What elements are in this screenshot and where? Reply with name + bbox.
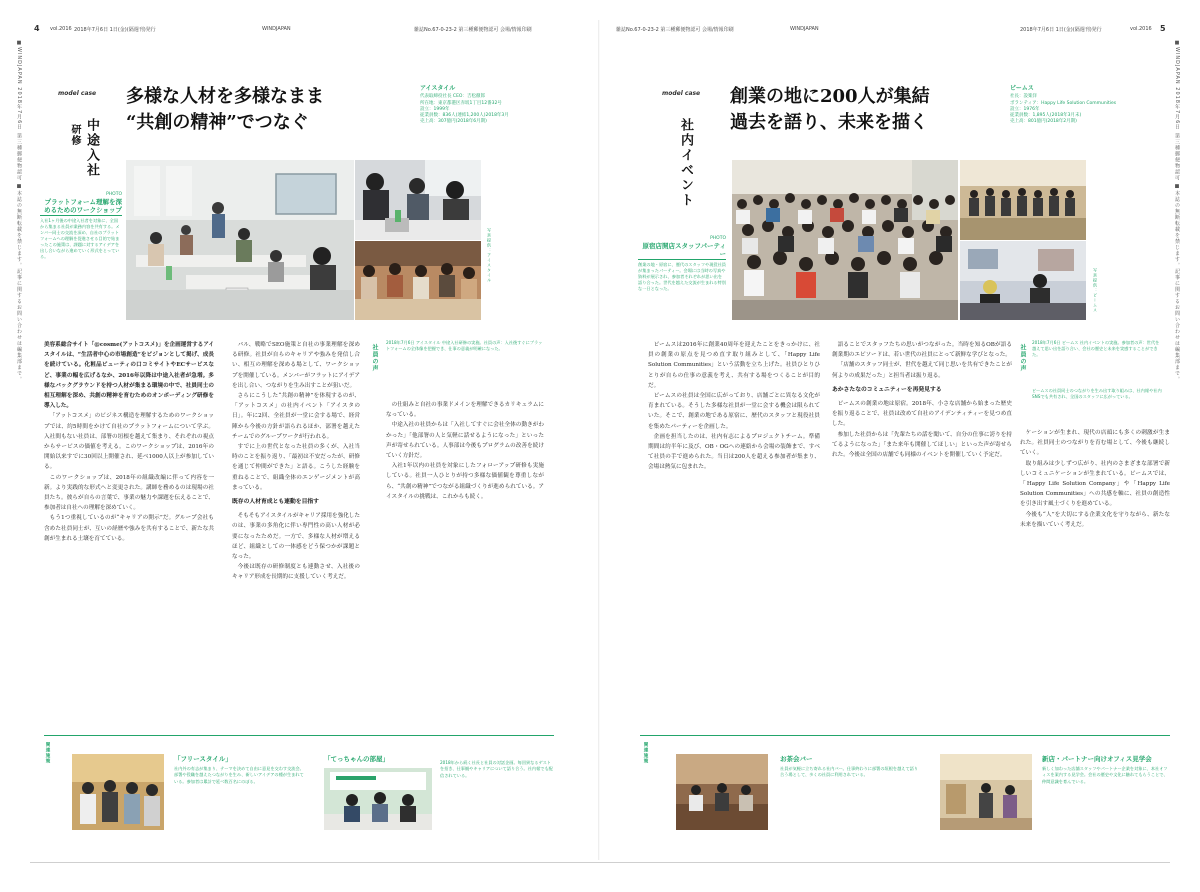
left-photo-credit: 写真提供：アイスタイル xyxy=(487,228,492,283)
party-photo-room xyxy=(960,160,1086,240)
left-company-line: 売上高：307億円(2018年6月期) xyxy=(420,119,487,125)
right-side-label: 社員の声 xyxy=(1019,344,1026,372)
left-box-item-1-title: 「フリースタイル」 xyxy=(174,755,232,763)
right-photo-credit: 写真提供：ビームス xyxy=(1093,268,1098,313)
left-running-head-brand: WINDJAPAN xyxy=(262,26,291,32)
left-body-column-3 xyxy=(386,400,544,730)
right-company-line: ボランティア：Happy Life Solution Communities xyxy=(1010,100,1117,106)
workshop-photo-discussion xyxy=(355,160,481,240)
right-company-name: ビームス xyxy=(1010,85,1034,92)
right-body-paragraph: 語ることでスタッフたちの思いがつながった。当時を知るOBが語る創業期のエピソードは、若い世代の社員にとって新鮮な学びとなった。 xyxy=(832,342,1012,359)
left-body-paragraph: このワークショップは、2018年の組織改編に伴って内容を一新。より実践的な形式へと変更された。講師を務めるのは現場の社員たち。彼らが自らの言葉で、事業の魅力や課題を伝えることで、参加者は自社への理解を深めていく。 xyxy=(44,474,214,512)
right-body-paragraph: ビームスの社員は全国に広がっており、店舗ごとに異なる文化が育まれている。そうした多様な社員が一堂に会する機会は限られていた。そこで、創業の地である原宿に、歴代のスタッフと現役社員を集めたパーティーを企画した。 xyxy=(648,393,820,430)
party-photo-dj xyxy=(960,241,1086,320)
right-box-item-1-title: お茶会バー xyxy=(780,755,813,763)
left-page xyxy=(0,0,598,860)
left-caption-title: プラットフォーム理解を深めるためのワークショップ xyxy=(40,198,122,216)
left-body-paragraph: さらにこうした“共創の精神”を体現するのが、「アットコスメ」の社内イベント「アイスタの日」。年に2回、全社員が一堂に会する場で、経営陣から今後の方針が語られるほか、部署を越えたチームでのグループワークが行われる。 xyxy=(232,393,360,440)
left-headline-line-1: 多様な人材を多様なまま xyxy=(126,86,324,107)
right-company-line: 従業員数：1,895人(2018年3月末) xyxy=(1010,113,1082,119)
tetchan-photo xyxy=(324,768,432,830)
left-body-paragraph: もう1つ重視しているのが“キャリアの開示”だ。グループ会社も含めた社員同士が、互いの経歴や強みを共有することで、新たな共創が生まれる土壌を育てている。 xyxy=(44,515,214,542)
right-page xyxy=(600,0,1200,860)
left-company-line: 代表取締役社長 CEO：吉松徹郎 xyxy=(420,94,485,100)
left-body-paragraph: 中途入社の社員からは「入社してすぐに会社全体の動きがわかった」「他部署の人と気軽に話せるようになった」といった声が寄せられている。人事部は今後もプログラムの改善を続けていく方針だ。 xyxy=(386,422,544,460)
right-box-item-2-text: 新しく加わった店舗スタッフやパートナー企業を対象に、本社オフィスを案内する見学会。会社の歴史や文化に触れてもらうことで、仲間意識を育んでいる。 xyxy=(1042,766,1168,784)
left-company-line: 設立：1999年 xyxy=(420,106,450,112)
right-headline-line-1: 創業の地に200人が集結 xyxy=(730,86,930,107)
left-caption-id: PHOTO xyxy=(106,192,122,197)
right-box-label: 関連施策 xyxy=(643,742,648,764)
left-headline xyxy=(126,84,324,136)
right-running-head-permit: 雑誌No.67-0-23-2 第三種郵便物認可 会場/情報印刷 xyxy=(616,27,734,33)
left-caption-text: 入社1ヶ月後の中途入社者を対象に、全国から集まる社員が業務内容を共有する。メンバー同士の交流を深め、自社のプラットフォームへの理解を促進させる目的で始まったこの施策は、課題に対するアイデアを出し合いながら進めていく形式をとっている。 xyxy=(40,218,120,259)
right-box-item-1-text: 社員が気軽に立ち寄れる社内バー。仕事終わりに部署の垣根を越えて語り合う場として、多くの社員に利用されている。 xyxy=(780,766,919,778)
right-company-line: 売上高：801億円(2018年2月期) xyxy=(1010,119,1077,125)
right-model-case-label: model case xyxy=(662,90,701,97)
right-side-note: 2018年7月6日 ビームス 社内イベントの実施。参加者の声：世代を越えて思い出を語り合い、会社の歴史と未来を実感することができた。 xyxy=(1032,340,1160,357)
right-caption-id: PHOTO xyxy=(710,236,726,241)
workshop-photo-main xyxy=(126,160,354,320)
right-body-paragraph: 「店舗のスタッフ同士が、世代を越えて同じ思いを共有できたことが何よりの成果だった」と担当者は振り返る。 xyxy=(832,362,1012,379)
workshop-photo-dinner xyxy=(355,241,481,320)
right-body-column-2 xyxy=(832,340,1012,720)
right-headline-line-2: 過去を語り、未来を描く xyxy=(730,112,928,133)
right-caption-title: 原宿店開店スタッフパーティー xyxy=(638,242,726,260)
left-side-label: 社員の声 xyxy=(371,344,378,372)
right-box-rule xyxy=(640,735,1170,736)
right-side-strip: ■WINDJAPAN 2018年7月6日 第三種郵便物認可 ■本誌の無断転載を禁じます。記事に関するお問い合わせは編集部まで。 xyxy=(1174,40,1180,383)
right-headline xyxy=(730,84,930,136)
right-body-paragraph: ビームスは2016年に創業40周年を迎えたことをきっかけに、社員の創業の原点を見つめ直す取り組みとして、「Happy Life Solution Communities」という活動を立ち上げた。社員ひとりひとりが自らの仕事の意義を考え、共有する場をつくることが目的だ。 xyxy=(648,342,820,389)
right-body-paragraph: ビームスの創業の地は原宿。2018年、小さな店舗から始まった歴史を振り返ることで、社員は改めて自社のアイデンティティーを見つめ直した。 xyxy=(832,401,1012,428)
right-body-paragraph: 取り組みは少しずつ広がり、社内のさまざまな部署で新しいコミュニケーションが生まれている。ビームスでは、「Happy Life Solution Company」や「Happy Life Solution Communities」への共感を軸に、社員の創造性を引き出す風土づくりを進めている。 xyxy=(1020,460,1170,508)
left-body-paragraph: 「アットコスメ」のビジネス構造を理解するためのワークショップでは、約5時間をかけて自社のプラットフォームについて学ぶ。入社間もない社員は、部署の垣根を越えて集まり、それぞれの視点からサービスの価値を考える。このワークショップは、2016年の開始以来すでに30回以上開催され、延べ1000人以上が参加している。 xyxy=(44,413,214,471)
left-running-head-date: 2018年7月6日 1日(金)(隔週刊)発行 xyxy=(74,27,156,33)
left-body-paragraph: 今後は既存の研修制度とも連動させ、入社後のキャリア形成を長期的に支援していく考えだ。 xyxy=(232,564,360,581)
right-body-column-1 xyxy=(648,340,820,700)
right-vertical-title: 社内イベント xyxy=(678,118,693,208)
right-company-line: 社長：設楽洋 xyxy=(1010,94,1037,100)
left-body-paragraph: すでに上の世代となった社員の多くが、入社当時のことを振り返り、「最初は不安だったが、研修を通じて仲間ができた」と語る。こうした経験を重ねることで、組織全体のエンゲージメントが高まっている。 xyxy=(232,444,360,491)
right-folio: 5 xyxy=(1160,24,1166,33)
right-running-head-vol: vol.2016 xyxy=(1130,26,1152,32)
office-tour-photo xyxy=(940,754,1032,830)
left-model-case-label: model case xyxy=(58,90,97,97)
left-body-lead: 美容系総合サイト「@cosme(アットコスメ)」を企画運営するアイスタイルは、“生活者中心の市場創造”をビジョンとして掲げ、成長を続けている。化粧品ビューティの口コミサイトやECサービスなど、事業の幅を広げるなか、2016年以降は中途入社者が急増。多様なバックグラウンドを持つ人材が集まる環境の中で、社員同士の相互理解を深め、共創の精神を育むためのオンボーディング研修を導入した。 xyxy=(44,342,214,410)
bottom-rule xyxy=(30,862,1170,863)
left-company-line: 所在地：東京都港区赤坂1丁目12番32号 xyxy=(420,100,502,106)
right-caption-text: 創業の地・原宿に、歴代のスタッフや現役社員が集まったパーティー。会場には当時の写真や資料が展示され、参加者それぞれが思い出を語り合った。世代を越えた交流が生まれる特別な一日となった。 xyxy=(638,262,726,291)
right-side-note-2: ビームスの社員同士のつながりを生み出す取り組みは、社内報や社内SNSでも共有され、全国のスタッフに広がっている。 xyxy=(1032,388,1162,399)
left-body-paragraph: の仕組みと自社の事業ドメインを理解できるカリキュラムになっている。 xyxy=(386,402,544,419)
left-headline-line-2: “共創の精神”でつなぐ xyxy=(126,112,309,133)
left-side-strip: ■WINDJAPAN 2018年7月6日 第三種郵便物認可 ■本誌の無断転載を禁じます。記事に関するお問い合わせは編集部まで。 xyxy=(16,40,22,383)
left-body-paragraph: 入社1年以内の社員を対象にしたフォローアップ研修も実施している。社員一人ひとりが持つ多様な価値観を尊重しながら、“共創の精神”でつながる組織づくりが進められている。アイスタイルの挑戦は、これからも続く。 xyxy=(386,463,544,500)
left-company-line: 従業員数：836人(連結1,200人)2018年3月 xyxy=(420,113,509,119)
left-vertical-title: 中途入社 xyxy=(84,118,99,178)
right-body-subhead: あかさたなのコミュニティーを再発見する xyxy=(832,386,942,393)
right-company-line: 設立：1976年 xyxy=(1010,106,1040,112)
right-running-head-date: 2018年7月6日 1日(金)(隔週刊)発行 xyxy=(1020,27,1102,33)
tea-bar-photo xyxy=(676,754,768,830)
left-folio: 4 xyxy=(34,24,40,33)
right-body-paragraph: 企画を担当したのは、社内有志によるプロジェクトチーム。準備期間は約半年に及び、OB・OGへの連絡から会場の装飾まで、すべて社員の手で進められた。当日は200人を超える参加者が集まり、会場は熱気に包まれた。 xyxy=(648,433,820,471)
left-body-column-2 xyxy=(232,340,360,730)
right-box-item-2-title: 新店・パートナー向けオフィス見学会 xyxy=(1042,755,1152,763)
left-box-label: 関連施策 xyxy=(45,742,50,764)
left-running-head-vol: vol.2016 xyxy=(50,26,72,32)
left-box-item-2-text: 2018年から続く社長と社員の対話企画。毎回異なるゲストを招き、仕事観やキャリアについて語り合う。社内報でも配信されている。 xyxy=(440,760,553,778)
right-body-column-3 xyxy=(1020,428,1170,728)
left-photo-caption xyxy=(40,192,122,270)
left-box-rule xyxy=(44,735,554,736)
left-body-column-1 xyxy=(44,340,214,730)
right-body-paragraph: 参加した社員からは「先輩たちの話を聞いて、自分の仕事に誇りを持てるようになった」「また来年も開催してほしい」といった声が寄せられた。今後は全国の店舗でも同様のイベントを開催していく予定だ。 xyxy=(832,431,1012,459)
right-body-paragraph: ケーションが生まれ、現代の店頭にも多くの刺激が生まれた。社員同士のつながりを育む場として、今後も継続していく。 xyxy=(1020,430,1170,457)
party-photo-group xyxy=(732,160,958,320)
left-running-head-permit: 雑誌No.67-0-23-2 第三種郵便物認可 会場/情報印刷 xyxy=(414,27,532,33)
right-photo-caption xyxy=(638,236,726,302)
right-body-paragraph: 今後も“人”を大切にする企業文化を守りながら、新たな未来を描いていく考えだ。 xyxy=(1020,511,1170,528)
left-vertical-subtitle: 研修 xyxy=(69,124,80,146)
left-body-paragraph: バル、戦略でSEO施策と自社の事業理解を深める研修。社員が自らのキャリアや強みを発信し合い、相互の理解を深める場として、ワークショップを開催している。メンバーがフラットにアイデアを出し合い、つながりを生み出すことが狙いだ。 xyxy=(232,342,360,389)
left-company-name: アイスタイル xyxy=(420,85,456,92)
left-box-item-1-text: 社内外の有志が集まり、テーマを決めて自由に意見を交わす交流会。部署や役職を越えたつながりを生み、新しいアイデアの種が生まれている。参加者は累計で延べ数百名にのぼる。 xyxy=(174,766,304,784)
right-company-info xyxy=(1010,86,1130,126)
left-box-item-2-title: 「てっちゃんの部屋」 xyxy=(324,755,389,763)
left-side-note: 2018年7月6日 アイスタイル 中途入社研修の実施。社員の声：入社後すぐにプラットフォームの全体像を把握でき、仕事の意義が明確になった。 xyxy=(386,340,543,351)
left-body-subhead: 既存の人材育成とも連動を目指す xyxy=(232,499,319,506)
freestyle-photo xyxy=(72,754,164,830)
right-running-head-brand: WINDJAPAN xyxy=(790,26,819,32)
left-body-paragraph: そもそもアイスタイルがキャリア採用を強化したのは、事業の多角化に伴い専門性の高い人材が必要になったためだ。一方で、多様な人材が増えるほど、組織としての一体感をどう保つかが課題となった。 xyxy=(232,513,360,561)
left-company-info xyxy=(420,86,540,126)
